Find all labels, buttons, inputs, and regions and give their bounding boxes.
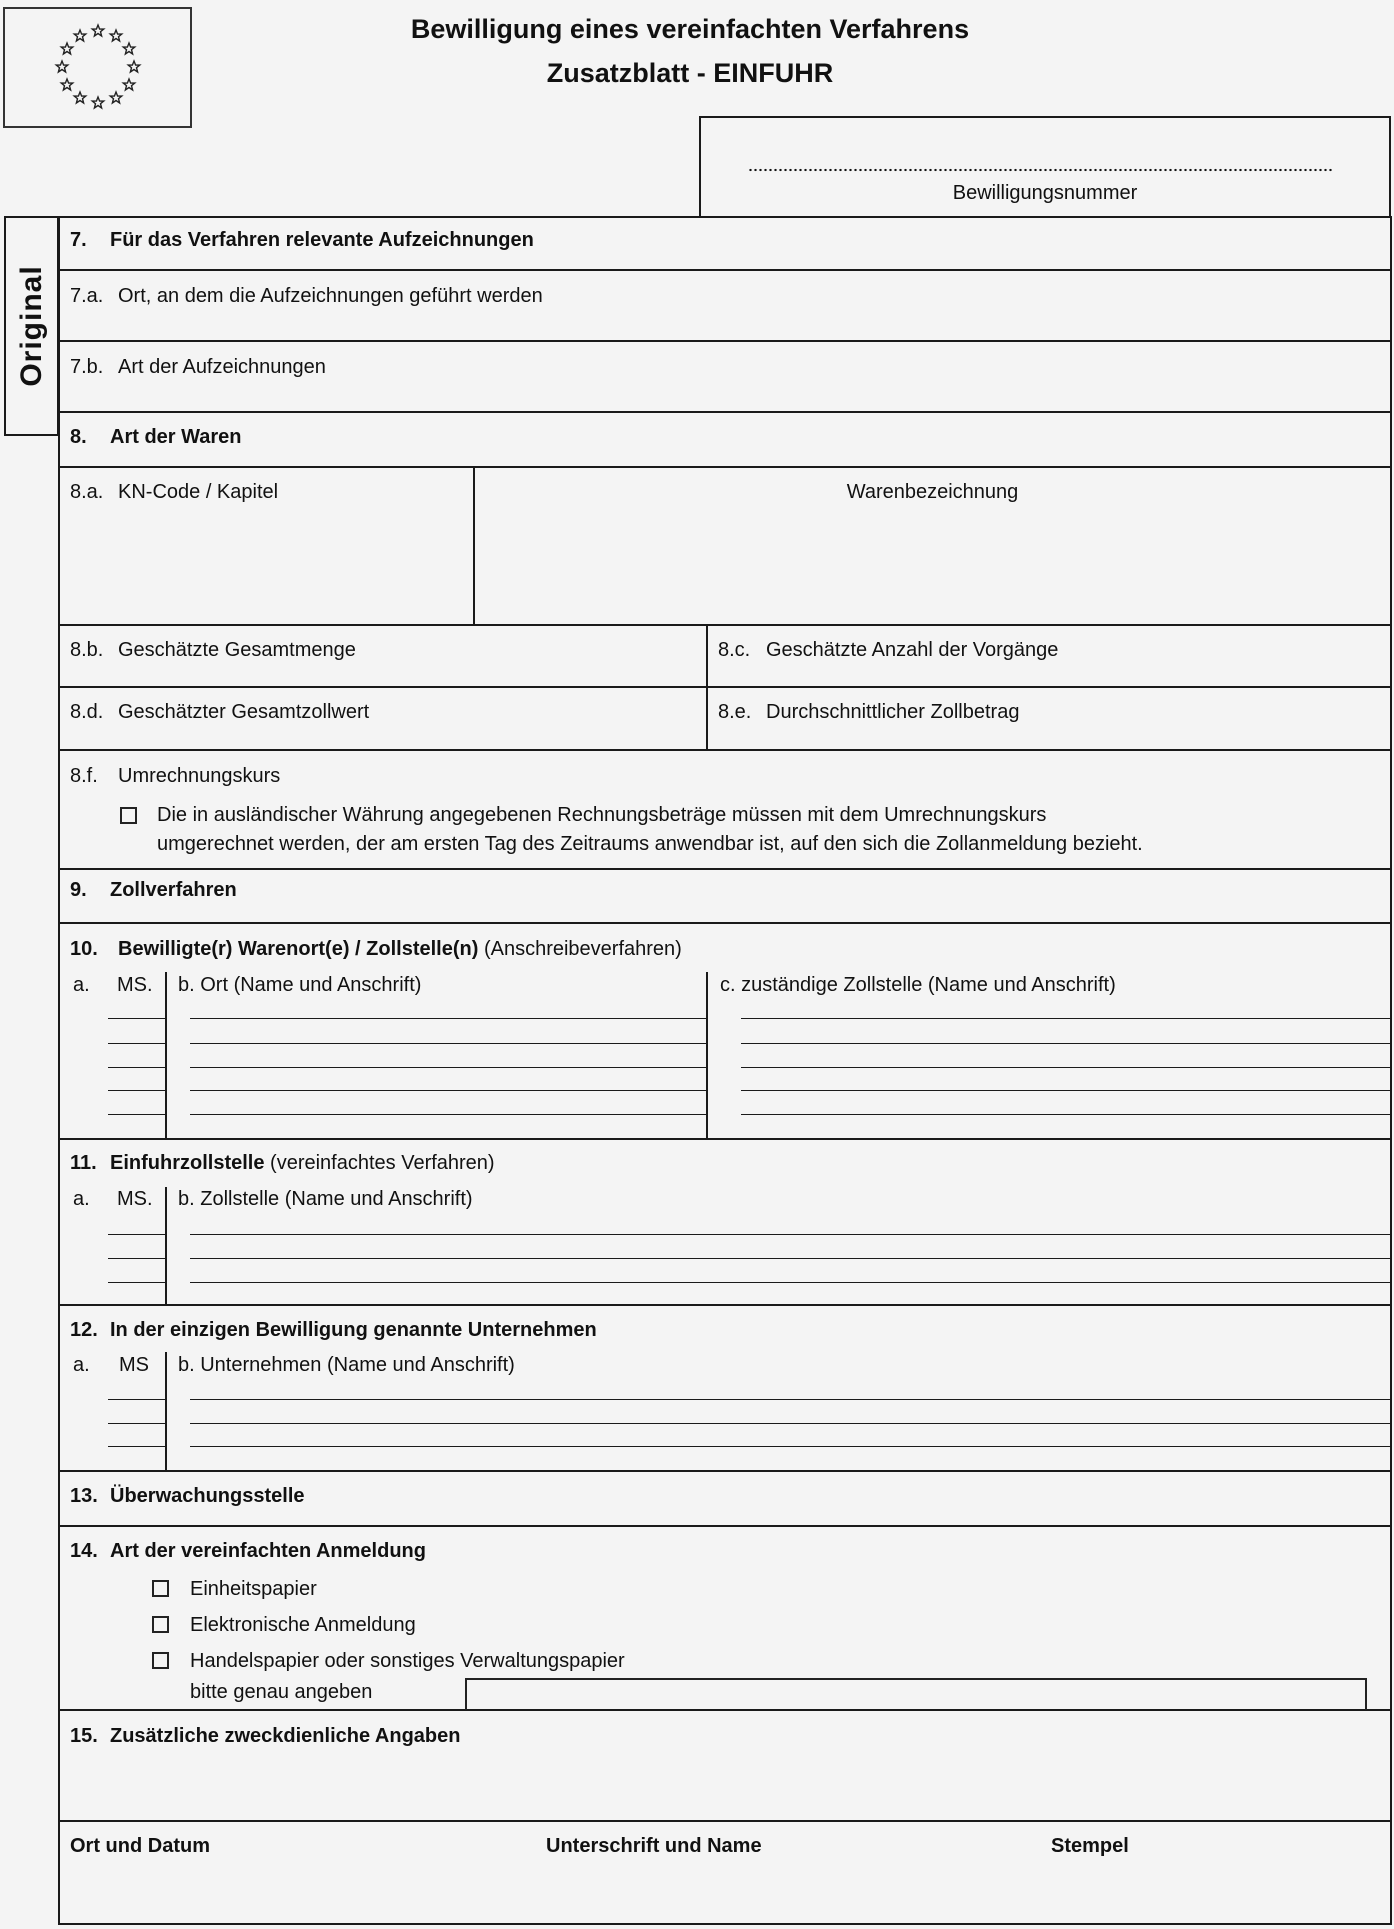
section-10-number: 10. xyxy=(70,938,98,960)
field-8b-number: 8.b. xyxy=(70,639,104,661)
field-8a-number: 8.a. xyxy=(70,481,104,503)
section-15-number: 15. xyxy=(70,1725,98,1747)
field-8b-label: Geschätzte Gesamtmenge xyxy=(118,639,356,661)
option-einheitspapier-checkbox[interactable] xyxy=(152,1580,169,1597)
section-12-title: In der einzigen Bewilligung genannte Unternehmen xyxy=(110,1319,597,1341)
exchange-rate-text-line1: Die in ausländischer Währung angegebenen Rechnungsbeträge müssen mit dem Umrechnungskurs xyxy=(157,804,1047,826)
col-office-label: b. Zollstelle (Name und Anschrift) xyxy=(178,1188,473,1210)
section-8-number: 8. xyxy=(70,426,87,448)
section-11-subtitle: (vereinfachtes Verfahren) xyxy=(270,1152,495,1174)
col-ms-label: MS. xyxy=(117,974,153,996)
option-commercial-checkbox[interactable] xyxy=(152,1652,169,1669)
field-7b-input[interactable] xyxy=(60,342,1390,411)
field-9-input[interactable] xyxy=(60,870,1390,922)
col-a-prefix: a. xyxy=(73,974,90,996)
section-15-title: Zusätzliche zweckdienliche Angaben xyxy=(110,1725,461,1747)
field-8c-input[interactable] xyxy=(708,626,1390,686)
section-11-number: 11. xyxy=(70,1152,97,1174)
section-9-title: Zollverfahren xyxy=(110,879,237,901)
section-14-title: Art der vereinfachten Anmeldung xyxy=(110,1540,426,1562)
section-10-heading xyxy=(118,937,682,961)
place-date-label: Ort und Datum xyxy=(70,1835,210,1857)
section-9-number: 9. xyxy=(70,879,87,901)
field-8c-number: 8.c. xyxy=(718,639,751,661)
col-a-prefix: a. xyxy=(73,1354,90,1376)
field-8e-input[interactable] xyxy=(708,688,1390,749)
field-7a-label: Ort, an dem die Aufzeichnungen geführt werden xyxy=(118,285,543,307)
original-side-label: Original xyxy=(4,216,59,436)
section-11-heading xyxy=(110,1151,495,1175)
option-commercial-label: Handelspapier oder sonstiges Verwaltungspapier xyxy=(190,1650,625,1672)
field-7b-number: 7.b. xyxy=(70,356,104,378)
option-electronic-label: Elektronische Anmeldung xyxy=(190,1614,416,1636)
section-7-title: Für das Verfahren relevante Aufzeichnungen xyxy=(110,229,534,251)
specify-input[interactable] xyxy=(465,1678,1367,1710)
section-13-number: 13. xyxy=(70,1485,98,1507)
field-13-input[interactable] xyxy=(60,1472,1390,1525)
specify-label: bitte genau angeben xyxy=(190,1681,373,1703)
section-11-title: Einfuhrzollstelle xyxy=(110,1152,265,1174)
section-10-subtitle: (Anschreibeverfahren) xyxy=(483,938,682,960)
field-8f-number: 8.f. xyxy=(70,765,98,787)
col-ms-label: MS xyxy=(119,1354,149,1376)
exchange-rate-text-line2: umgerechnet werden, der am ersten Tag des Zeitraums anwendbar ist, auf den sich die Zollanmeldung bezieht. xyxy=(157,833,1143,855)
section-8-title: Art der Waren xyxy=(110,426,242,448)
section-12-number: 12. xyxy=(70,1319,98,1341)
goods-description-input[interactable] xyxy=(476,468,1390,624)
field-7b-label: Art der Aufzeichnungen xyxy=(118,356,326,378)
field-8a-input[interactable] xyxy=(60,468,472,624)
field-8d-input[interactable] xyxy=(60,688,705,749)
col-ms-label: MS. xyxy=(117,1188,153,1210)
authorization-number-field[interactable] xyxy=(748,168,1332,172)
option-einheitspapier-label: Einheitspapier xyxy=(190,1578,317,1600)
field-8d-label: Geschätzter Gesamtzollwert xyxy=(118,701,370,723)
field-8d-number: 8.d. xyxy=(70,701,104,723)
field-8f-label: Umrechnungskurs xyxy=(118,765,281,787)
authorization-number-label: Bewilligungsnummer xyxy=(952,182,1138,204)
field-15-input[interactable] xyxy=(60,1752,1390,1818)
section-7-number: 7. xyxy=(70,229,87,251)
section-10-title: Bewilligte(r) Warenort(e) / Zollstelle(n) xyxy=(118,938,479,960)
col-location-label: b. Ort (Name und Anschrift) xyxy=(178,974,422,996)
stamp-label: Stempel xyxy=(1051,1835,1129,1857)
signature-label: Unterschrift und Name xyxy=(546,1835,762,1857)
exchange-rate-checkbox[interactable] xyxy=(120,807,137,824)
star-circle-icon xyxy=(5,9,190,126)
field-8c-label: Geschätzte Anzahl der Vorgänge xyxy=(766,639,1059,661)
col-company-label: b. Unternehmen (Name und Anschrift) xyxy=(178,1354,515,1376)
field-8b-input[interactable] xyxy=(60,626,705,686)
signature-input[interactable] xyxy=(540,1860,1040,1922)
field-8e-label: Durchschnittlicher Zollbetrag xyxy=(766,701,1020,723)
col-customs-office-label: c. zuständige Zollstelle (Name und Anschrift) xyxy=(720,974,1116,996)
field-8e-number: 8.e. xyxy=(718,701,752,723)
goods-description-label: Warenbezeichnung xyxy=(846,481,1019,503)
field-7a-number: 7.a. xyxy=(70,285,104,307)
section-13-title: Überwachungsstelle xyxy=(110,1485,305,1507)
option-electronic-checkbox[interactable] xyxy=(152,1616,169,1633)
field-8a-label: KN-Code / Kapitel xyxy=(118,481,279,503)
form-title: Bewilligung eines vereinfachten Verfahrens xyxy=(410,14,970,44)
form-subtitle: Zusatzblatt - EINFUHR xyxy=(546,58,834,88)
place-date-input[interactable] xyxy=(60,1860,530,1922)
eu-flag-emblem xyxy=(3,7,192,128)
section-14-number: 14. xyxy=(70,1540,98,1562)
col-a-prefix: a. xyxy=(73,1188,90,1210)
field-7a-input[interactable] xyxy=(60,271,1390,340)
